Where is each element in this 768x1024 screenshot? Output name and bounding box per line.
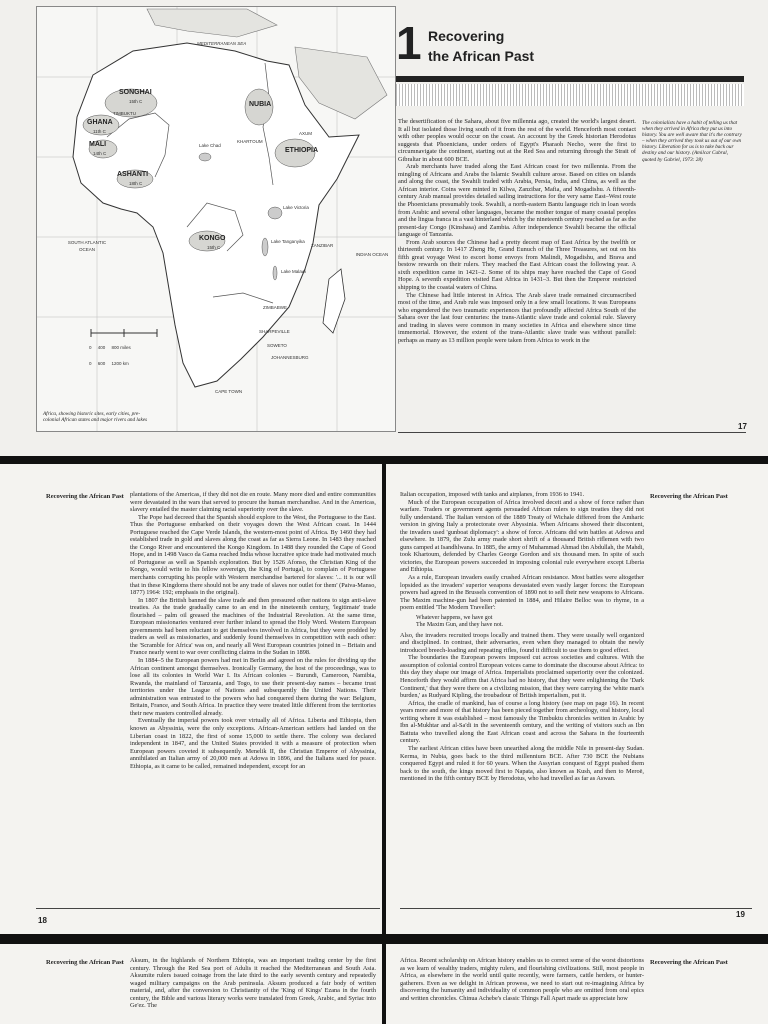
poem-line-2: The Maxim Gun, and they have not.: [416, 621, 503, 628]
paragraph: From Arab sources the Chinese had a pretty decent map of East Africa by the twelfth or thirteenth century. In 1417 Zheng He, Grand Eunuch of the Three Treasures, set out on his fifth great voyage West to escort home envoys from Malindi, Mogadishu, and Brava and bestow rewards on their rulers. They reached the East African coast the following year. A sixth expedition came in 1421–2. Some of its ships may have reached the Cape of Good Hope. A seventh expedition visited East Africa in 1431–3. But then the Emperor restricted shipping to the coastal waters of China.: [398, 238, 636, 292]
map-label-lake-tanganyika: Lake Tanganyika: [271, 239, 305, 244]
map-label-ethiopia: ETHIOPIA: [285, 147, 319, 154]
map-label-lake-malawi: Lake Malawi: [281, 269, 307, 274]
body-column: [400, 491, 644, 783]
paragraph: In 1807 the British banned the slave trade and then pressured other nations to sign anti-slave treaties. As the trade gradually came to an end in the nineteenth century, 'legitimate' trade flourished – palm oil greased the machines of the Industrial Revolution. At the same time, European missionaries ventured ever further inland to spread the Holy Word. Western European governments had been reluctant to get themselves involved in Africa, but they were prodded by traders as well as missionaries, and suddenly found themselves in competition with each other: the 'Scramble for Africa' was on, and nearly all West European countries joined in – Britain and France nearly went to war over conflicting claims in the Sudan in 1898.: [130, 596, 376, 657]
paragraph: Italian occupation, imposed with tanks and airplanes, from 1936 to 1941.: [400, 491, 585, 498]
map-label-ashanti-date: 18th C: [129, 181, 143, 186]
page-19: [386, 464, 768, 934]
page-18: [0, 464, 382, 934]
paragraph: plantations of the Americas, if they did not die en route. Many more died and entire communities were devastated in the wars that served to procure the human merchandise. And in the Americas, slavery entailed the master claiming racial superiority over the slave.: [130, 491, 376, 514]
side-note: The colonialists have a habit of telling us that when they arrived in Africa they put us into history. You are well aware that it's the contrary – when they arrived they took us out of our own history. Liberation for us is to take back our destiny and our history. (Amilcar Cabral, quoted by Gabriel, 1973: 28): [642, 120, 742, 163]
running-head: Recovering the African Past: [650, 493, 728, 500]
map-scale-miles: 0 400 800 miles: [89, 345, 131, 350]
map-label-sharpeville: SHARPEVILLE: [259, 329, 290, 334]
footer-rule: [400, 908, 752, 909]
body-column: [400, 957, 644, 1002]
paragraph: As a rule, European invaders easily crushed African resistance. Most battles were altogether lopsided as the invaders' superior weapons devastated even vastly larger forces: the European powers had agreed in the Brussels convention of 1890 not to sell their new weapons to Africans. The Maxim machine-gun had been patented in 1884, and Hilaire Belloc was to rhyme, in a poem entitled 'The Modern Traveller':: [400, 574, 644, 612]
map-label-ashanti: ASHANTI: [117, 171, 149, 178]
paragraph: Arab merchants have traded along the East African coast for two millennia. From the mingling of Africans and Arabs the Islamic Swahili culture arose. Based on cities on islands and along the coast, the Swahili traded with Arabia, Persia, India, and China, as well as the African interior. Coins were minted in Kilwa, Zanzibar, Mafia, and Mogadishu. A fifteenth-century Arab manual provides detailed sailing instructions for the very same East–West route the Phoenicians presumably took. Swahili, a north-eastern Bantu language rich in loan words from Arabic and several other languages, became the mother tongue of many coastal peoples and the lingua franca in a vast hinterland which by the nineteenth century reached as far as the present-day Congo (Kinshasa) and Zambia. After independence Swahili became the official language of Tanzania.: [398, 163, 636, 239]
map-label-mediterranean: MEDITERRANEAN SEA: [197, 41, 247, 46]
map-label-johannesburg: JOHANNESBURG: [271, 355, 309, 360]
map-label-indian-ocean: INDIAN OCEAN: [355, 252, 389, 257]
page-17: [0, 0, 768, 456]
paragraph: Africa. Recent scholarship on African history enables us to correct some of the worst distortions as we learn of wealthy traders, mighty rulers, and flourishing civilizations. Still, most people in Africa, as elsewhere in the world until quite recently, were farmers, cattle herders, or hunter-gatherers. Even as we delight in African prowess, we need to start out re-imagining Africa by discovering the humanity and individuality of common people who are omitted from oral epics and written chronicles. Chinua Achebe's classic Things Fall Apart made us appreciate how: [400, 957, 644, 1002]
map-label-ghana: GHANA: [87, 119, 113, 126]
map-label-mali: MALI: [89, 141, 107, 148]
page-20: [0, 944, 382, 1024]
map-label-soweto: SOWETO: [267, 343, 287, 348]
paragraph: Also, the invaders recruited troops locally and trained them. They were usually well organized and disciplined. In contrast, their adversaries, even when they managed to obtain the newly introduced breech-loading and repeating rifles, found it difficult to use them to good effect.: [400, 631, 644, 654]
paragraph: Africa, the cradle of mankind, has of course a long history (see map on page 16). In recent years more and more of that history has been pieced together from archeology, oral history, local writing where it was established – most famously the Timbuktu chronicles written in Arabic by Ibn al-Mukhtar and al-Sa'di in the seventeenth century, and the writing of visitors such as Ibn Battuta who travelled along the East African coast and across the Sahara in the fourteenth century.: [400, 699, 644, 745]
map-label-axum: AXUM: [299, 131, 313, 136]
map-scale-km: 0 600 1200 km: [89, 361, 129, 366]
running-head: Recovering the African Past: [650, 959, 728, 966]
map-label-ghana-date: 11th C: [93, 129, 106, 134]
map-graphic: [37, 7, 395, 431]
map-label-songhai-date: 15th C: [129, 99, 143, 104]
footer-rule: [398, 432, 746, 433]
page-number: 19: [736, 910, 745, 919]
paragraph: The Chinese had little interest in Africa. The Arab slave trade remained circumscribed most of the time, and Arab rule was imposed only in a few small locations. It was Europeans who engendered the two traumatic experiences that profoundly affected Africa South of the Sahara over the last four centuries: the trans-Atlantic slave trade and colonial rule. Slavery and trading in slaves were common in many societies in Africa and elsewhere since time immemorial. However, the extent of the trans-Atlantic slave trade was without parallel: perhaps as many as 13 million people were taken from Africa to work in the: [398, 291, 636, 344]
map-label-songhai: SONGHAI: [119, 89, 152, 96]
map-label-khartoum: KHARTOUM: [237, 139, 263, 144]
body-column: [398, 118, 636, 344]
paragraph: The earliest African cities have been unearthed along the middle Nile in present-day Sudan. Kerma, in Nubia, goes back to the third millennium BCE. After 730 BCE the Nubians conquered Egypt and ruled it for 60 years. When the Assyrian conquest of Egypt pushed them back to the south, the kings moved first to Napata, also known as Kush, and then to Meroë, mentioned in the fifth century BCE by Herodotus, who had travelled as far as Aswan.: [400, 744, 644, 783]
poem-line-1: Whatever happens, we have got: [416, 614, 493, 621]
map-label-south-atlantic: SOUTH ATLANTIC OCEAN: [67, 240, 107, 252]
map-label-kongo-date: 15th C: [207, 245, 221, 250]
map-label-kongo: KONGO: [199, 235, 226, 242]
chapter-title-line1: Recovering: [428, 28, 505, 44]
page-number: 18: [38, 916, 47, 925]
paragraph: The Pope had decreed that the Spanish should explore to the West, the Portuguese to the East. Thus the Portuguese embarked on their voyages down the West African coast. In 1444 Portuguese reached the Cape Verde Islands, the western-most point of Africa. By 1460 they had established trade in gold and slaves along the coast as far as Sierra Leone. In 1483 they reached the Congo River and encountered the Kongo Kingdom. In 1488 they rounded the Cape of Good Hope, and in 1498 Vasco da Gama reached India whose lucrative spice trade had motivated much of Portuguese as well as Spanish exploration. But by 1526 Afonso, the Christian King of the Kongo, would write to his fellow sovereign, the King of Portugal, to complain of Portuguese merchants corrupting his people with Western merchandise bartered for slaves: '... it is our will that in these Kingdoms there should not be any trade of slaves nor outlet for them' (Paiva-Manso, 1877) 1964: 192; emphasis in the original).: [130, 513, 376, 597]
running-head: Recovering the African Past: [46, 959, 124, 966]
page-number: 17: [738, 422, 747, 431]
paragraph: The boundaries the European powers imposed cut across societies and cultures. With the assumption of colonial control European voices came to dominate the discourse about Africa: to this day they shape our image of Africa. Imperialists proclaimed superiority over the colonized. Henceforth they would affirm that Africa had no history, that they were enlightening the 'Dark Continent,' that they were there on a civilizing mission, that they were carrying the 'white man's burden,' as Rudyard Kipling, the troubadour of British imperialism, put it.: [400, 654, 644, 700]
map-label-lake-chad: Lake Chad: [199, 143, 221, 148]
map-label-lake-victoria: Lake Victoria: [283, 205, 309, 210]
body-column: [130, 957, 376, 1010]
map-label-nubia: NUBIA: [249, 101, 272, 108]
map-label-timbuktu: TIMBUKTU: [113, 111, 136, 116]
chapter-title-line2: the African Past: [428, 48, 535, 64]
chapter-number: 1: [396, 17, 422, 69]
body-column: [130, 491, 376, 770]
map-caption: Africa, showing historic sites, early cities, pre-colonial African states and major rivers and lakes: [43, 411, 148, 424]
paragraph: In 1884–5 the European powers had met in Berlin and agreed on the rules for dividing up the African continent amongst themselves. Ironically Germany, the host of the proceedings, was to lose all its colonies in World War I. Its African colonies – Burundi, Cameroon, Namibia, Rwanda, the mainland of Tanzania, and Togo, to use their present-day names – became trust territories under the League of Nations and subsequently the United Nations. Their administration was entrusted to the powers who had conquered them during the war: Belgium, Britain, France, and South Africa. In practice they were treated little different from the territories their new masters controlled already.: [130, 657, 376, 717]
map-label-zimbabwe: ZIMBABWE: [263, 305, 288, 310]
map-label-zanzibar: ZANZIBAR: [311, 243, 334, 248]
map-label-mali-date: 14th C: [93, 151, 107, 156]
paragraph: The desertification of the Sahara, about five millennia ago, created the world's largest desert. It all but isolated those living south of it from the rest of the world. Henceforth most contact with other peoples would occur on the coast. An account by the Greek historian Herodotus suggests that Phoenicians, under orders of Egypt's Pharaoh Necho, were the first to circumnavigate the continent, starting out at the Red Sea and returning through the Strait of Gibraltar in about 600 BCE.: [398, 118, 636, 163]
chapter-rule: [396, 76, 744, 82]
footer-rule: [36, 908, 380, 909]
paragraph: Aksum, in the highlands of Northern Ethiopia, was an important trading center by the first century. Through the Red Sea port of Adulis it reached the Mediterranean and South Asia. Aksumite rulers issued coinage from the late third to the early seventh century and repeatedly waged military campaigns on the Arab peninsula. Aksum produced a fair body of written material, and, after the conversion to Christianity of the 'King of Kings' Ezana in the fourth century, the Bible and various literary works were translated from Greek, Arabic, and Syriac into Ge'ez. The: [130, 957, 376, 1010]
chapter-band: [396, 84, 744, 106]
map-label-cape-town: CAPE TOWN: [215, 389, 243, 394]
running-head: Recovering the African Past: [46, 493, 124, 500]
paragraph: Eventually the imperial powers took over virtually all of Africa. Liberia and Ethiopia, then known as Abyssinia, were the only exceptions. African-American settlers had landed on the Liberian coast in 1822, the first of some 15,000 to settle there. The colony was declared independent in 1847, and the United States provided it with a measure of protection when European powers coveted it subsequently. Menelik II, the Christian Emperor of Abyssinia, annihilated an Italian army of 20,000 men at Adowa in 1896, and the Italians sued for peace. Ethiopia, as it came to be called, remained independent, except for an: [130, 717, 376, 770]
page-21: [386, 944, 768, 1024]
paragraph: Much of the European occupation of Africa involved deceit and a show of force rather than warfare. Traders or government agents persuaded African rulers to sign treaties they did not fully understand. The Italian version of the 1889 Treaty of Wichale differed from the Amharic version in giving Italy a protectorate over Abyssinia. When Africans showed their discontent, the invaders used 'gunboat diplomacy': a show of force. Africans did win battles at Adowa and elsewhere. In 1879, the Zulu army made short shrift of a thousand British riflemen with two guns camped at Isandhlwana. In 1885, the army of Muhammad Ahmad ibn Abdullah, the Mahdi, took Khartoum, defended by Charles George Gordon and six thousand men. In spite of such victories, the European powers succeeded in imposing colonial rule everywhere except Liberia and Ethiopia.: [400, 498, 644, 574]
africa-map: [36, 6, 396, 432]
